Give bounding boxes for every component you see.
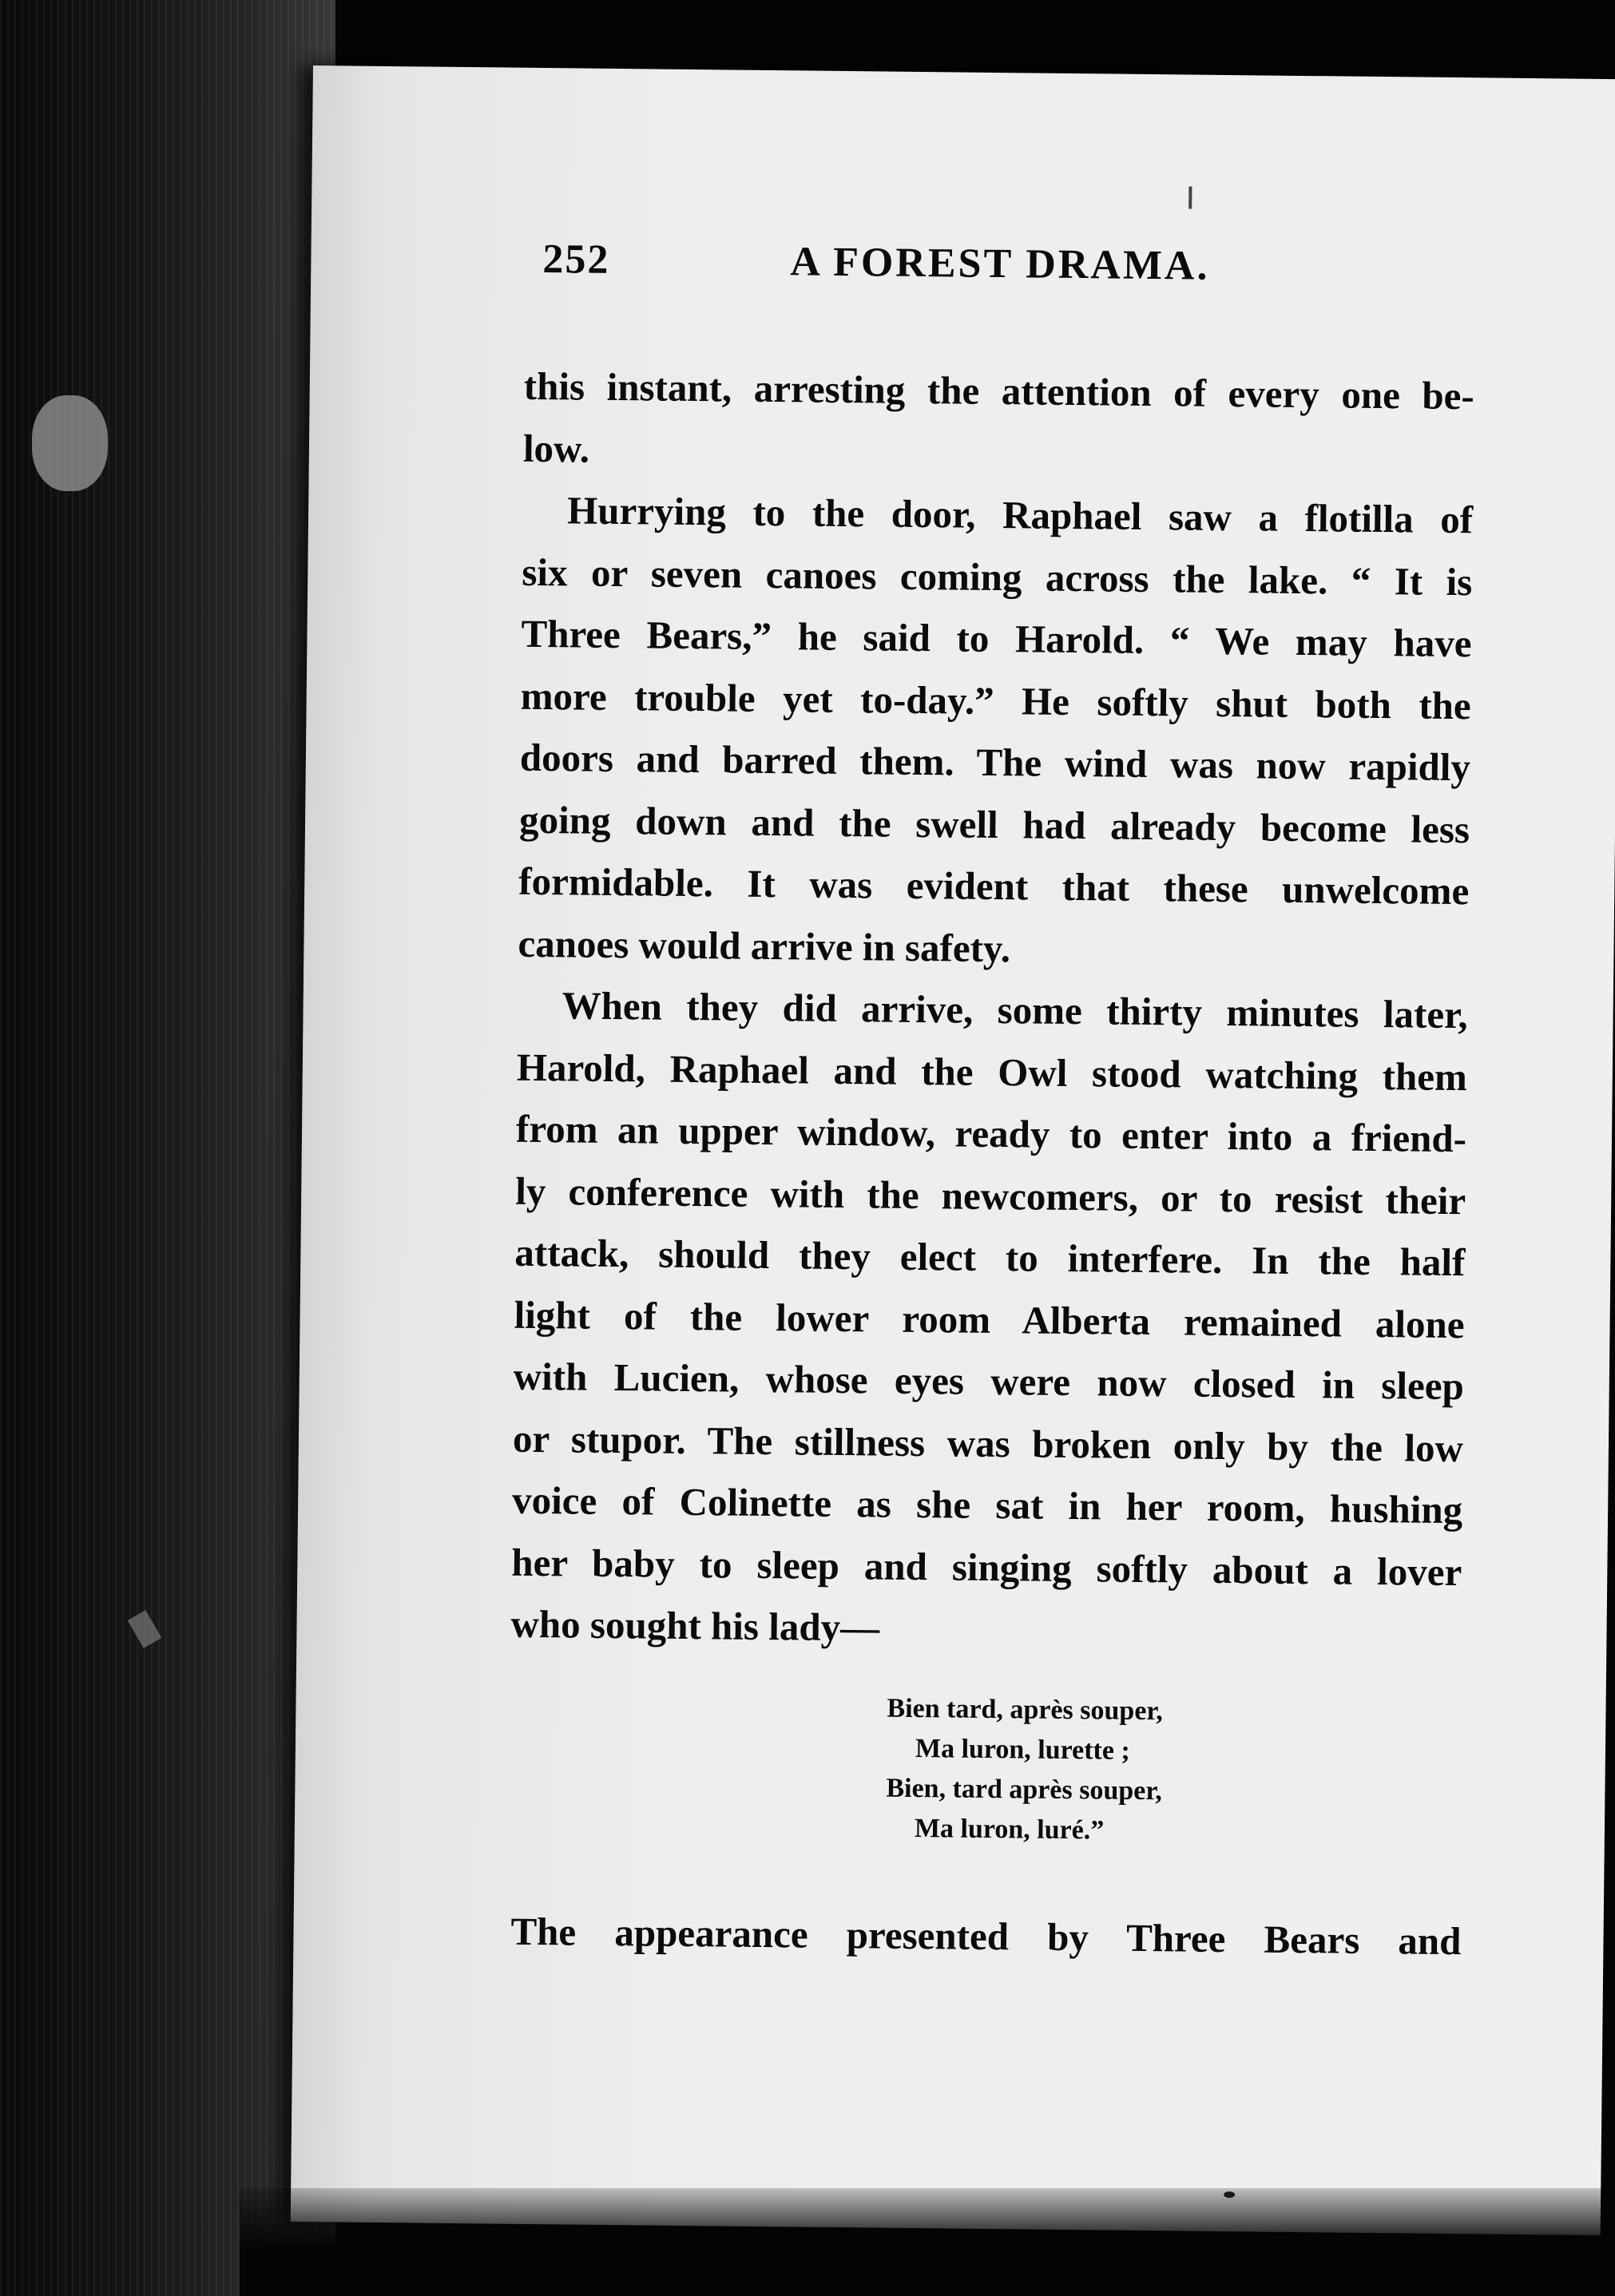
text-line: Three Bears,” he said to Harold. “ We may have: [521, 611, 1472, 666]
text-line: low.: [522, 426, 590, 471]
text-line: ly conference with the newcomers, or to resist their: [514, 1168, 1466, 1223]
text-line: light of the lower room Alberta remained alone: [514, 1292, 1465, 1346]
verse-line: Ma luron, lurette ;: [915, 1734, 1130, 1766]
running-title: A FOREST DRAMA.: [790, 239, 1210, 289]
text-line: doors and barred them. The wind was now rapidly: [519, 735, 1471, 790]
running-head: [542, 236, 1581, 311]
text-line: who sought his lady—: [510, 1601, 880, 1650]
text-line: formidable. It was evident that these unwelcome: [518, 859, 1470, 914]
text-line: attack, should they elect to interfere. In the half: [514, 1230, 1466, 1285]
page-number: 252: [542, 236, 610, 283]
scan-mark: [1188, 186, 1192, 208]
verse-line: Bien, tard après souper,: [886, 1773, 1163, 1806]
text-line: six or seven canoes coming across the lake. “ It is: [522, 549, 1473, 604]
text-line: her baby to sleep and singing softly about a lover: [511, 1540, 1462, 1594]
closing-line: The appearance presented by Three Bears and: [510, 1909, 1462, 1964]
text-line: or stupor. The stillness was broken only by the low: [512, 1416, 1464, 1470]
verse-line: Bien tard, après souper,: [887, 1693, 1164, 1727]
scan-bottom-shadow: [240, 2188, 1615, 2296]
paper-speck: [32, 395, 108, 491]
text-line: more trouble yet to-day.” He softly shut both the: [520, 673, 1471, 728]
text-line: Hurrying to the door, Raphael saw a flotilla of: [566, 488, 1474, 542]
text-line: with Lucien, whose eyes were now closed in sleep: [513, 1354, 1465, 1409]
paper-speck: [128, 1610, 162, 1648]
text-line: going down and the swell had already become less: [518, 797, 1470, 851]
page-sheet: [291, 65, 1615, 2235]
body-text: [510, 355, 1474, 1665]
text-line: Harold, Raphael and the Owl stood watching them: [516, 1045, 1468, 1099]
text-line: canoes would arrive in safety.: [518, 921, 1011, 970]
text-line: voice of Colinette as she sat in her room, hushing: [511, 1477, 1463, 1533]
book-edge: [0, 0, 335, 2296]
text-line: from an upper window, ready to enter into a friend-: [515, 1106, 1467, 1161]
text-line: When they did arrive, some thirty minutes later,: [561, 983, 1468, 1037]
song-verse: [886, 1689, 1163, 1852]
text-line: this instant, arresting the attention of every one be-: [523, 363, 1475, 418]
verse-line: Ma luron, luré.”: [914, 1814, 1105, 1846]
